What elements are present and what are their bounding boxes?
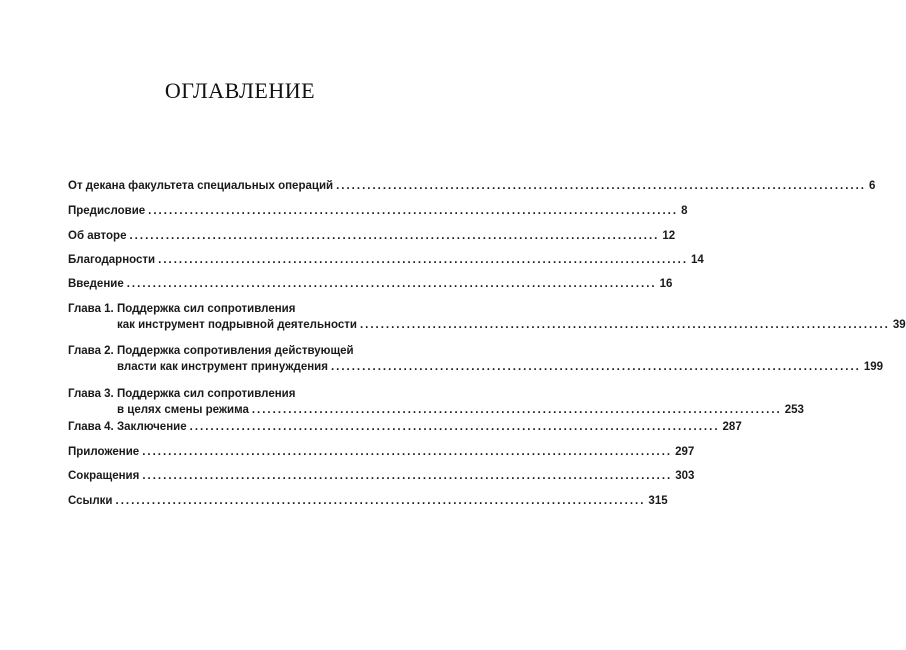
toc-page-number: 8 bbox=[681, 205, 688, 217]
dot-leader: ...................................................................................................... bbox=[129, 230, 660, 242]
toc-entry-title: Глава 1. Поддержка сил сопротивления bbox=[68, 303, 296, 315]
toc-entry-title: Приложение bbox=[68, 446, 140, 458]
toc-entry-title: Благодарности bbox=[68, 254, 156, 266]
toc-entry-about-author[interactable] bbox=[68, 228, 676, 244]
toc-entry-title: Сокращения bbox=[68, 470, 140, 482]
toc-entry-title: Глава 4. Заключение bbox=[68, 421, 187, 433]
toc-page-number: 6 bbox=[869, 180, 876, 192]
toc-entry-chapter-3[interactable] bbox=[68, 386, 804, 418]
toc-entry-references[interactable] bbox=[68, 493, 668, 509]
toc-entry-chapter-1[interactable] bbox=[68, 301, 906, 333]
toc-entry-introduction[interactable] bbox=[68, 276, 673, 292]
toc-entry-title-continued: в целях смены режима bbox=[117, 404, 249, 416]
toc-entry-title: Ссылки bbox=[68, 495, 113, 507]
page-title: ОГЛАВЛЕНИЕ bbox=[164, 78, 316, 103]
dot-leader: ...................................................................................................... bbox=[336, 180, 866, 192]
toc-entry-chapter-4[interactable] bbox=[68, 419, 742, 435]
toc-entry-title: Предисловие bbox=[68, 205, 146, 217]
dot-leader: ...................................................................................................... bbox=[142, 446, 673, 458]
toc-entry-dean[interactable] bbox=[68, 178, 876, 194]
toc-page-number: 14 bbox=[691, 254, 704, 266]
toc-entry-title: Глава 3. Поддержка сил сопротивления bbox=[68, 388, 296, 400]
toc-page-number: 199 bbox=[863, 361, 884, 373]
dot-leader: ...................................................................................................... bbox=[330, 361, 861, 373]
toc-page-number: 303 bbox=[675, 470, 695, 482]
dot-leader: ...................................................................................................... bbox=[158, 254, 689, 266]
toc-page-number: 297 bbox=[675, 446, 695, 458]
toc-page-number: 12 bbox=[662, 230, 676, 242]
toc-entry-foreword[interactable] bbox=[68, 203, 688, 219]
toc-entry-appendix[interactable] bbox=[68, 444, 695, 460]
dot-leader: ...................................................................................................... bbox=[126, 278, 657, 290]
toc-entry-acknowledgements[interactable] bbox=[68, 252, 704, 268]
toc-entry-abbreviations[interactable] bbox=[68, 468, 695, 484]
dot-leader: ...................................................................................................... bbox=[148, 205, 679, 217]
toc-entry-title: Об авторе bbox=[68, 230, 127, 242]
toc-entry-title-continued: как инструмент подрывной деятельности bbox=[117, 319, 357, 331]
toc-entry-title: От декана факультета специальных операций bbox=[68, 180, 334, 192]
toc-entry-title: Введение bbox=[68, 278, 124, 290]
dot-leader: ...................................................................................................... bbox=[115, 495, 646, 507]
toc-page-number: 287 bbox=[722, 421, 742, 433]
toc-page-number: 253 bbox=[784, 404, 804, 416]
toc-page-number: 16 bbox=[659, 278, 673, 290]
toc-entry-title: Глава 2. Поддержка сопротивления действующей bbox=[68, 345, 354, 357]
toc-entry-chapter-2[interactable] bbox=[68, 343, 884, 375]
dot-leader: ...................................................................................................... bbox=[251, 404, 782, 416]
toc-entry-title-continued: власти как инструмент принуждения bbox=[117, 361, 328, 373]
dot-leader: ...................................................................................................... bbox=[359, 319, 890, 331]
toc-page-number: 39 bbox=[892, 319, 906, 331]
dot-leader: ...................................................................................................... bbox=[189, 421, 720, 433]
toc-page-number: 315 bbox=[648, 495, 668, 507]
dot-leader: ...................................................................................................... bbox=[142, 470, 673, 482]
